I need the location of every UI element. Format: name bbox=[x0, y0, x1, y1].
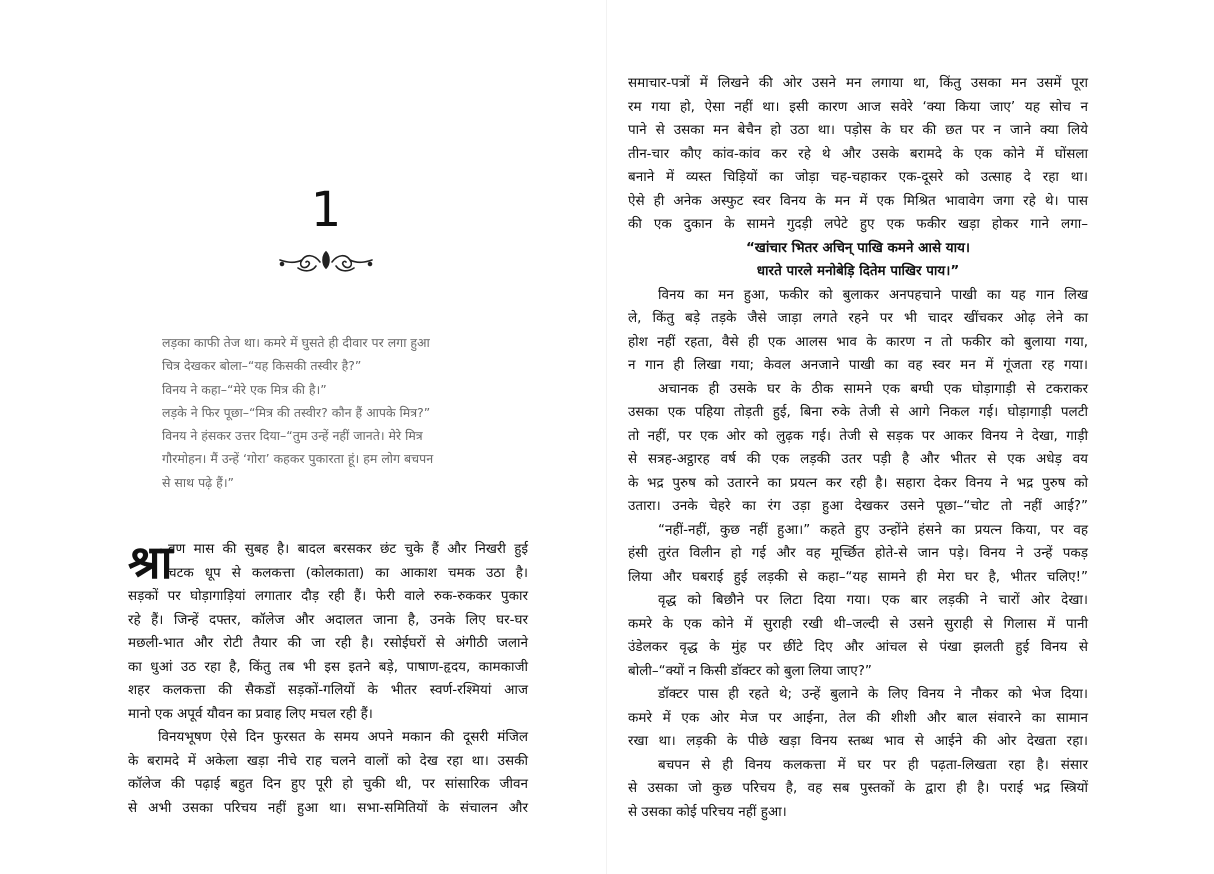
text-line: ऐसे ही अनेक अस्फुट स्वर विनय के मन में एक मिश्रित भावावेग जगा रहे थे। पास bbox=[628, 192, 1088, 209]
epigraph-line: लड़के ने फिर पूछा–“मित्र की तस्वीर? कौन हैं आपके मित्र?” bbox=[162, 404, 431, 420]
verse-line: “खांचार भितर अचिन् पाखि कमने आसे याय। bbox=[745, 239, 971, 256]
text-line: के बरामदे में अकेला खड़ा नीचे राह चलने वालों को देख रहा था। उसकी bbox=[128, 752, 528, 769]
text-line: वण मास की सुबह है। बादल बरसकर छंट चुके हैं और निखरी हुई bbox=[168, 541, 528, 557]
epigraph-line: लड़का काफी तेज था। कमरे में घुसते ही दीवार पर लगा हुआ bbox=[162, 335, 430, 350]
text-line: बचपन से ही विनय कलकत्ता में घर पर ही पढ़ता-लिखता रहा है। संसार bbox=[658, 756, 1088, 773]
text-line: बनाने में व्यस्त चिड़ियों का जोड़ा चह-चहाकर एक-दूसरे को उत्साह दे रहा था। bbox=[628, 169, 1088, 185]
epigraph-line: विनय ने कहा–“मेरे एक मित्र की है।” bbox=[162, 381, 327, 397]
text-line: तो नहीं, पर एक ओर को लुढ़क गई। तेजी से सड़क पर आकर विनय ने देखा, गाड़ी bbox=[628, 427, 1088, 444]
left-body-text bbox=[128, 535, 528, 820]
text-line: का धुआं उठ रहा है, किंतु तब भी इस इतने बड़े, पाषाण-हृदय, कामकाजी bbox=[128, 658, 528, 675]
text-line: “नहीं-नहीं, कुछ नहीं हुआ।” कहते हुए उन्होंने हंसने का प्रयत्न किया, पर वह bbox=[658, 521, 1088, 538]
text-line: से उसका कोई परिचय नहीं हुआ। bbox=[628, 803, 787, 820]
epigraph bbox=[162, 331, 498, 494]
text-line: उसका एक पहिया तोड़ती हुई, बिना रुके तेजी से आगे निकल गई। घोड़ागाड़ी पलटी bbox=[628, 404, 1088, 420]
text-line: हंसी तुरंत विलीन हो गई और वह मूर्च्छित होते-से जान पड़े। विनय ने उन्हें पकड़ bbox=[628, 545, 1088, 561]
verse-line: धारते पारले मनोबेड़ि दितेम पाखिर पाय।” bbox=[756, 263, 960, 279]
text-line: डॉक्टर पास ही रहते थे; उन्हें बुलाने के लिए विनय ने नौकर को भेज दिया। bbox=[658, 686, 1088, 702]
text-line: विनय का मन हुआ, फकीर को बुलाकर अनपहचाने पाखी का यह गान लिख bbox=[658, 286, 1088, 303]
text-line: कमरे के एक कोने में सुराही रखी थी–जल्दी से उसने सुराही से गिलास में पानी bbox=[628, 615, 1088, 632]
text-line: तीन-चार कौए कांव-कांव कर रहे थे और उसके बरामदे के एक कोने में घोंसला bbox=[628, 145, 1088, 162]
text-line: की एक दुकान के सामने गुदड़ी लपेटे हुए एक फकीर खड़ा होकर गाने लगा– bbox=[628, 216, 1088, 232]
epigraph-line: गौरमोहन। मैं उन्हें ‘गोरा’ कहकर पुकारता हूं। हम लोग बचपन bbox=[162, 451, 434, 467]
text-line: रम गया हो, ऐसा नहीं था। इसी कारण आज सवेरे ‘क्या किया जाए’ यह सोच न bbox=[628, 98, 1088, 115]
right-page bbox=[607, 0, 1214, 874]
text-line: चटक धूप से कलकत्ता (कोलकाता) का आकाश चमक उठा है। bbox=[168, 564, 528, 581]
text-line: से उसका जो कुछ परिचय है, वह सब पुस्तकों के द्वारा ही है। पराई भद्र स्त्रियों bbox=[628, 780, 1088, 796]
text-line: से सत्रह-अट्ठारह वर्ष की एक लड़की उतर पड़ी है और भीतर से एक अधेड़ वय bbox=[628, 451, 1088, 467]
text-line: रखा था। लड़की के पीछे खड़ा विनय स्तब्ध भाव से आईने की ओर देखता रहा। bbox=[628, 733, 1088, 749]
text-line: कमरे में एक ओर मेज पर आईना, तेल की शीशी और बाल संवारने का सामान bbox=[628, 709, 1088, 726]
dropcap-paragraph bbox=[128, 535, 528, 589]
text-line: अचानक ही उसके घर के ठीक सामने एक बग्घी एक घोड़ागाड़ी से टकराकर bbox=[658, 380, 1088, 397]
text-line: समाचार-पत्रों में लिखने की ओर उसने मन लगाया था, किंतु उसका मन उसमें पूरा bbox=[628, 75, 1088, 91]
epigraph-line: चित्र देखकर बोला–“यह किसकी तस्वीर है?” bbox=[162, 358, 362, 374]
right-body-text bbox=[628, 72, 1088, 824]
text-line: बोली–“क्यों न किसी डॉक्टर को बुला लिया जाए?” bbox=[628, 662, 872, 679]
text-line: उंडेलकर वृद्ध के मुंह पर छींटे दिए और आंचल से पंखा झलती हुई विनय से bbox=[628, 639, 1088, 655]
chapter-number: 1 bbox=[310, 182, 342, 238]
text-line: विनयभूषण ऐसे दिन फुरसत के समय अपने मकान की दूसरी मंजिल bbox=[158, 729, 528, 745]
text-line: शहर कलकत्ता की सैकडों सड़कों-गलियों के भीतर स्वर्ण-रश्मियां आज bbox=[128, 682, 528, 698]
text-line: वृद्ध को बिछौने पर लिटा दिया गया। एक बार लड़की ने चारों ओर देखा। bbox=[658, 592, 1088, 608]
epigraph-line: विनय ने हंसकर उत्तर दिया–“तुम उन्हें नहीं जानते। मेरे मित्र bbox=[162, 428, 423, 444]
text-line: कॉलेज की पढ़ाई बहुत दिन हुए पूरी हो चुकी थी, पर सांसारिक जीवन bbox=[128, 776, 528, 792]
text-line: ले, किंतु बड़े तड़के जैसे जाड़ा लगते रहने पर भी चादर खींचकर ओढ़ लेने का bbox=[628, 310, 1088, 326]
text-line: न गान ही लिखा गया; केवल अनजाने पाखी का वह स्वर मन में गूंजता रह गया। bbox=[628, 357, 1088, 373]
text-line: मछली-भात और रोटी तैयार की जा रही है। रसोईघरों से अंगीठी जलाने bbox=[128, 635, 528, 651]
text-line: सड़कों पर घोड़ागाड़ियां लगातार दौड़ रही हैं। फेरी वाले रुक-रुककर पुकार bbox=[128, 588, 528, 604]
text-line: से अभी उसका परिचय नहीं हुआ था। सभा-समितियों के संचालन और bbox=[128, 799, 528, 816]
text-line: रहे हैं। जिन्हें दफ्तर, कॉलेज और अदालत जाना है, उनके लिए घर-घर bbox=[128, 611, 528, 628]
text-line: मानो एक अपूर्व यौवन का प्रवाह लिए मचल रही हैं। bbox=[128, 705, 373, 722]
flourish-ornament-icon bbox=[276, 246, 376, 276]
text-line: लिया और घबराई हुई लड़की से कहा–“यह सामने ही मेरा घर है, भीतर चलिए!” bbox=[628, 568, 1088, 585]
text-line: पाने से उसका मन बेचैन हो उठा था। पड़ोस के घर की छत पर न जाने क्या लिये bbox=[628, 122, 1088, 138]
text-line: के भद्र पुरुष को उतारने का प्रयत्न कर रही है। सहारा देकर विनय ने भद्र पुरुष को bbox=[628, 474, 1088, 491]
epigraph-line: से साथ पढ़े हैं।” bbox=[162, 474, 235, 490]
text-line: होश नहीं रहता, वैसे ही एक आलस भाव के कारण न तो फकीर को बुलाया गया, bbox=[628, 333, 1088, 350]
dropcap: श्रा bbox=[128, 535, 173, 589]
text-line: उतारा। उनके चेहरे का रंग उड़ा हुआ देखकर उसने पूछा–“चोट तो नहीं आई?” bbox=[628, 498, 1088, 514]
